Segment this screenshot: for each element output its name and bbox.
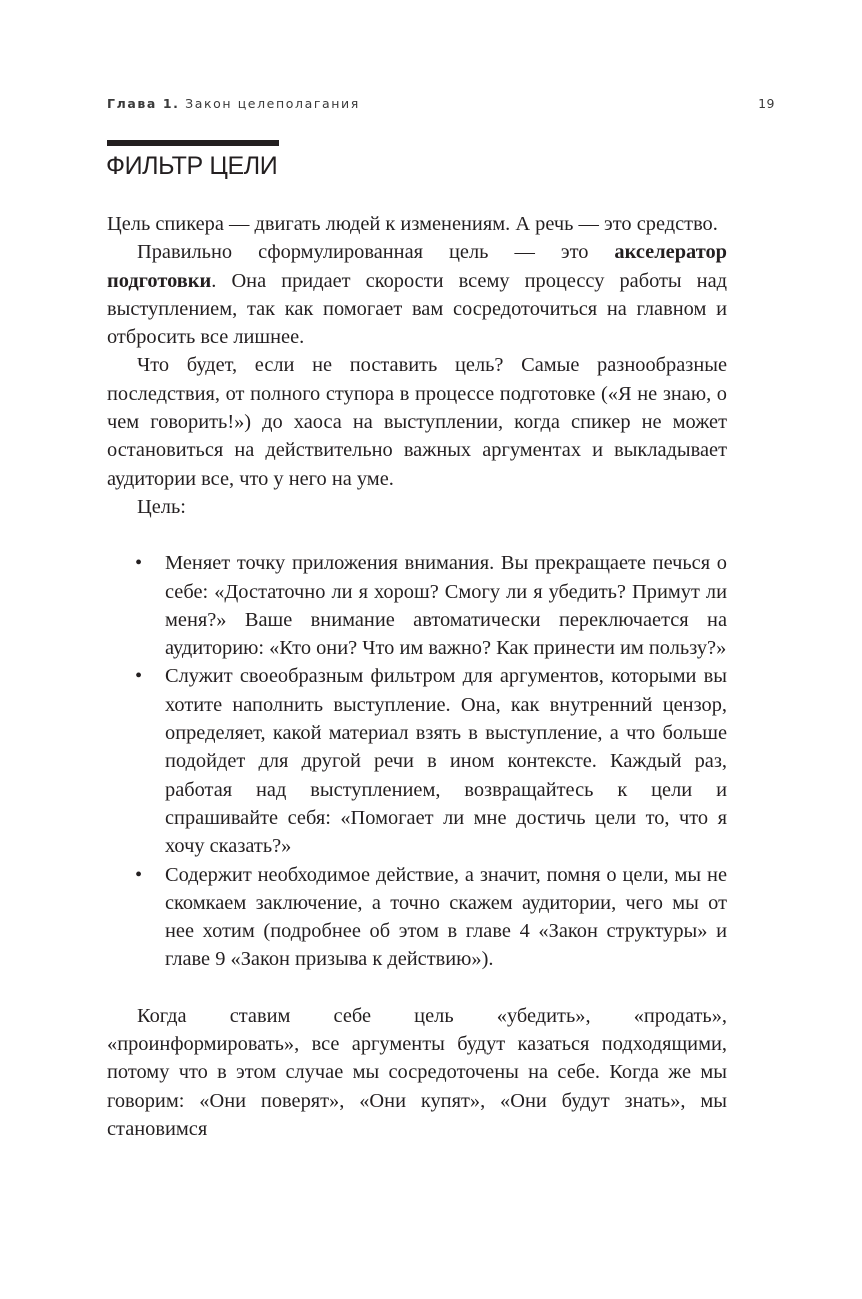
list-item <box>135 549 727 662</box>
page-number: 19 <box>758 96 775 111</box>
paragraph-5: Когда ставим себе цель «убедить», «продать», «проинформировать», все аргументы будут казаться подходящими, потому что в этом случае мы сосредоточены на себе. Когда же мы говорим: «Они поверят», «Они купят», «Они будут знать», мы становимся <box>107 1004 727 1140</box>
paragraph-1: Цель спикера — двигать людей к изменениям. А речь — это средство. <box>107 213 718 235</box>
paragraph-2-end: . Она придает скорости всему процессу работы над выступлением, так как помогает вам сосредоточиться на главном и отбросить все лишнее. <box>107 269 727 349</box>
list-item-text: Меняет точку приложения внимания. Вы прекращаете печься о себе: «Достаточно ли я хорош? Смогу ли я убедить? Примут ли меня?» Ваше внимание автоматически переключается на аудиторию: «Кто они? Что им важно? Как принести им пользу?» <box>165 552 727 660</box>
section-rule <box>107 140 279 146</box>
chapter-label: Глава 1. <box>107 96 180 111</box>
bullet-list <box>107 549 727 973</box>
paragraph-4: Цель: <box>137 495 186 518</box>
bullet-icon: • <box>135 552 143 575</box>
paragraph-2-bold: акселератор подготовки <box>107 241 727 292</box>
paragraph-3: Что будет, если не поставить цель? Самые разнообразные последствия, от полного ступора в процессе подготовке («Я не знаю, о чем говорить!») до хаоса на выступлении, когда спикер не может остановиться на действительно важных аргументах и выкладывает аудитории все, что у него на уме. <box>107 354 727 490</box>
section-title: ФИЛЬТР ЦЕЛИ <box>106 152 278 180</box>
list-item <box>135 662 727 860</box>
list-item <box>135 861 727 974</box>
bullet-icon: • <box>135 863 143 886</box>
paragraph-2 <box>107 238 727 351</box>
bullet-icon: • <box>135 665 143 688</box>
chapter-title: Закон целеполагания <box>185 96 360 111</box>
list-item-text: Содержит необходимое действие, а значит, помня о цели, мы не скомкаем заключение, а точно скажем аудитории, чего мы от нее хотим (подробнее об этом в главе 4 «Закон структуры» и главе 9 «Закон призыва к действию»). <box>165 863 727 971</box>
running-head <box>107 96 775 111</box>
list-item-text: Служит своеобразным фильтром для аргументов, которыми вы хотите наполнить выступление. Она, как внутренний цензор, определяет, какой материал взять в выступление, а что больше подойдет для другой речи в ином контексте. Каждый раз, работая над выступлением, возвращайтесь к цели и спрашивайте себя: «Помогает ли мне достичь цели то, что я хочу сказать?» <box>165 665 727 858</box>
paragraph-2-start: Правильно сформулированная цель — это <box>137 241 615 264</box>
body-text <box>107 210 727 1143</box>
